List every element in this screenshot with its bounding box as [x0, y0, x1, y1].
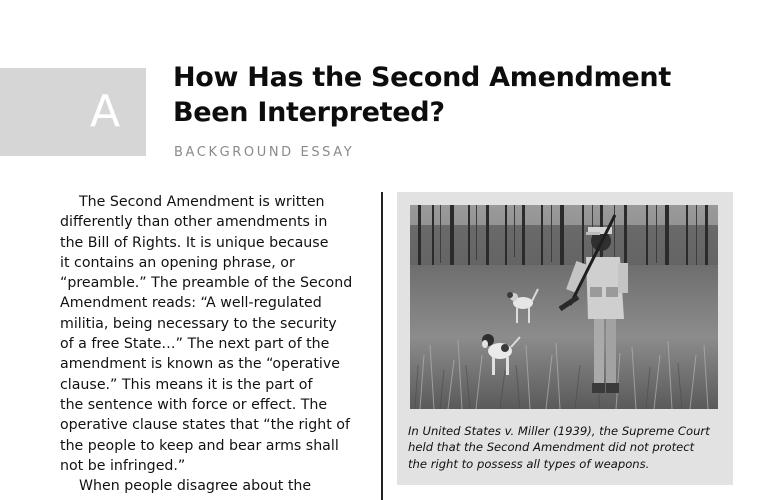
essay-line: When people disagree about the — [79, 478, 312, 495]
essay-line: The Second Amendment is written — [79, 194, 325, 210]
page-title — [173, 60, 753, 130]
essay-text-column — [60, 192, 370, 496]
essay-line: the sentence with force or effect. The — [60, 396, 328, 413]
column-divider — [381, 192, 383, 500]
caption-line: the right to possess all types of weapons. — [408, 456, 650, 471]
essay-line: amendment is known as the “operative — [60, 356, 340, 373]
essay-line: it contains an opening phrase, or — [60, 254, 295, 271]
section-letter: A — [90, 86, 121, 137]
essay-subtitle: BACKGROUND ESSAY — [174, 145, 355, 160]
essay-line: of a free State…” The next part of the — [60, 336, 330, 353]
essay-line: clause.” This means it is the part of — [60, 376, 313, 393]
caption-line: held that the Second Amendment did not protect — [408, 440, 695, 455]
essay-line: militia, being necessary to the security — [60, 315, 337, 332]
hunter-with-dogs-photo — [410, 205, 718, 409]
title-line-2: Been Interpreted? — [173, 97, 445, 128]
title-line-1: How Has the Second Amendment — [173, 62, 671, 93]
essay-line: Amendment reads: “A well-regulated — [60, 295, 322, 312]
photo-caption — [408, 423, 728, 472]
photo-figure — [397, 192, 733, 485]
essay-line: operative clause states that “the right of — [60, 417, 350, 434]
caption-line: In United States v. Miller (1939), the Supreme Court — [408, 424, 710, 438]
essay-line: “preamble.” The preamble of the Second — [60, 275, 353, 292]
essay-line: the people to keep and bear arms shall — [60, 437, 339, 454]
essay-line: the Bill of Rights. It is unique because — [60, 234, 329, 251]
section-letter-block — [0, 68, 146, 156]
essay-line: differently than other amendments in — [60, 214, 328, 231]
essay-line: not be infringed.” — [60, 457, 186, 474]
